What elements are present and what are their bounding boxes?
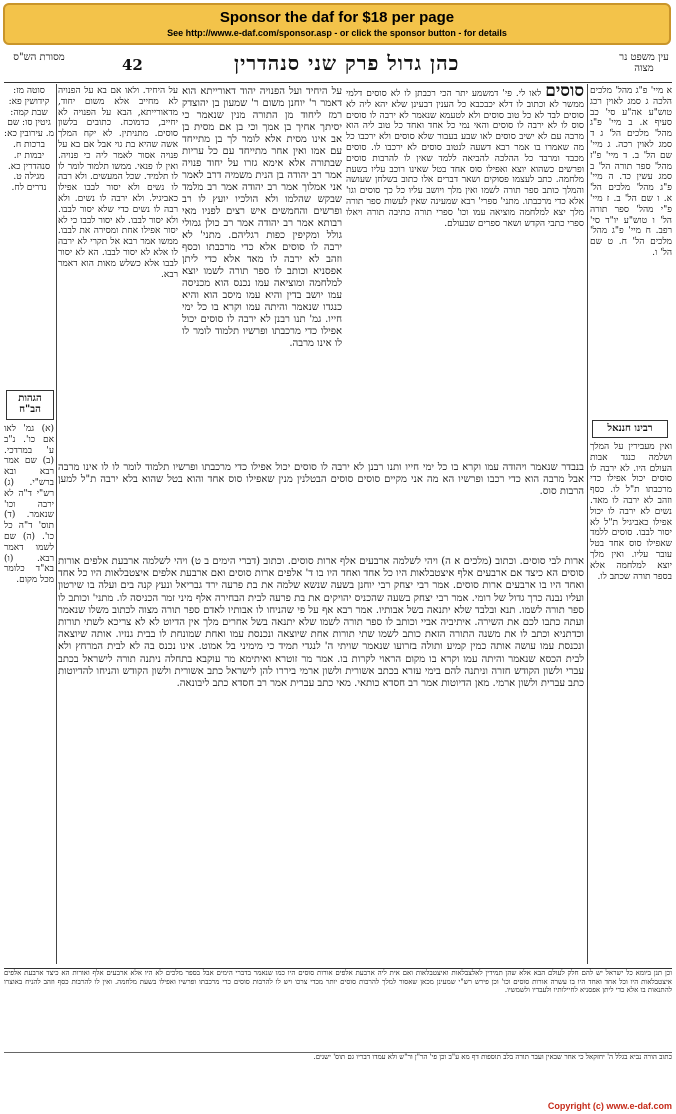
ein-mishpat-label: עין משפט נר מצוה bbox=[619, 52, 669, 74]
sponsor-banner-title[interactable]: Sponsor the daf for $18 per page bbox=[219, 9, 455, 26]
footnotes-text: וכן תנן ביומא כל ישראל יש להם חלק לעולם הבא אלא שהן תמידין לאלצבלאות ואיצטבלאות ואם אית ליה ארבעת אלפים אורות סוסים היו כמו שנאמר בדברי הימים אבל בספר מלכים לא היו אלא ארבעים אלף ואורות הא כיצד ארבעת אלפים איצטבלאות היו וכל אחד ואחד היו בו עשרה אורות סוסים וכו' וכן פירש רש"י שמעינן מכאן שאסור למלך להרבות סוסים יותר מכדי צרכו ויש לו להרבות סוסים כדי מרכבתו ופרשיו ואפילו בשעת מלחמה. ואין לו להרבות כסף וזהב להניח באוצרו להתנאות בו אלא כדי ליתן אפסניא לחיילותיו ולעבדיו ולשמשיו. bbox=[4, 969, 672, 995]
masoret-text: סוטה מז: קידושין פא: שבת קמה: גיטין סו: שם מ. עירובין כא: ברכות ח. יבמות יז. סנהדרין כא. מגילה ט. נדרים לח. bbox=[4, 86, 54, 194]
sponsor-banner-subtitle[interactable]: See http://www.e-daf.com/sponsor.asp - or click the sponsor button - for details bbox=[167, 28, 507, 38]
footnotes-section bbox=[4, 968, 672, 1051]
left-margin-divider bbox=[56, 84, 57, 964]
right-margin-divider bbox=[587, 84, 588, 964]
gemara-column-continuation bbox=[58, 462, 584, 554]
footnotes-text-lower: כתוב הורה נביא בגלל ה' יחזקאל כי אחר שבאין ועבר תורה בלב תוספות דף מא ע"ב וכן פי' הר"ן ור"ש ולא עמדו דבריו גם תוס' ישנים. bbox=[313, 1053, 672, 1061]
page-number: 42 bbox=[122, 56, 143, 74]
masoret-label: מסורת הש"ס bbox=[13, 52, 65, 63]
rabbeinu-chananel-text: ואין מעבירין על המלך ושלמה כנגד אבות העולם היו. לא ירבה לו סוסים יכול אפילו כדי מרכבתו ת"ל לו. כסף וזהב לא ירבה לו מאד. נשים לא ירבה לו יכול אפילו כאביגיל ת"ל לא יסור לבבו. סוסים ללמד שאפילו סוס אחד בטל עובר עליו. ואין מלך יוצא למלחמה אלא בספר תורה שכתב לו. bbox=[590, 442, 672, 582]
footnotes-section-lower bbox=[4, 1052, 672, 1089]
hagahot-heading: הגהות הב"ח bbox=[6, 390, 54, 420]
hagahot-column bbox=[4, 424, 54, 960]
gemara-column-main bbox=[182, 86, 342, 458]
rashi-text-continued: בנבדר שנאמר ויהודה עמו וקרא בו כל ימי חייו ותנו רבנן לא ירבה לו סוסים יכול אפילו כדי מרכבתו ופרשיו תלמוד לומר לו לו אינו מרבה אבל מרבה הוא כדי רכבו ופרשיו הא מה אני מקיים סוסים סוסים הבטלנין מנין שאפילו סוס אחד והוא בטל שהוא בלא ירבה ת"ל למען הרבות סוס. bbox=[58, 462, 584, 497]
hagahot-text: (א) גמ' לאו אם כו'. נ"ב ע' במרדכי. (ב) שם אמר רבא ובא ברש"י. (ג) רש"י ד"ה לא ירבה וכו' שנאמר. (ד) תוס' ד"ה כל כו'. (ה) שם לשמו דאמר רבא. (ו) בא"ד כלומר מכל מקום. bbox=[4, 424, 54, 586]
ein-mishpat-text: א מיי' פ"ג מהל' מלכים הלכה ג סמג לאוין רכג טוש"ע אה"ע סי' כב סעיף א. ב מיי' פ"ג מהל' מלכים הל' ג ד סמג לאוין רכה. ג מיי' שם הל' ב. ד מיי' פ"ז מהל' ספר תורה הל' ב סמג עשין כד. ה מיי' פ"ג מהל' מלכים הל' א. ו שם הל' ב. ז מיי' פ"י מהל' ספר תורה הל' ו טוש"ע יו"ד סי' רפב. ח מיי' פ"ג מהל' מלכים הל' ח. ט שם הל' ו. bbox=[590, 86, 672, 258]
gemara-text-bottom: ארות לבי סוסים. וכתוב (מלכים א ה) ויהי לשלמה ארבעים אלף ארות סוסים. וכתוב (דברי הימים ב ט) ויהי לשלמה ארבעת אלפים אורות סוסים הא כיצד אם ארבעים אלף איצטבלאות היו כל אחד ואחד היו בו ד' אלפים ארות סוסים ואם ארבעת אלפים איצטבלאות היו כל אחד ואחד היו בו ארבעים ארות סוסים. אמר רבי יצחק רבי יוחנן בשעה שנשא שלמה את בת פרעה ירד גבריאל ונעץ קנה בים ועלה בו שירטון ועליו נבנה כרך גדול של רומי. אמר רבי יצחק בשעה שהכניס יהויקים את בת פרעה לבית הבחירה אלף מיני זמר הכניסה לו. מתני' וכותב לו ספר תורה לשמו. תנא ובלבד שלא יתנאה בשל אבותיו. אמר רבא אף על פי שהניחו לו אבותיו לאדם ספר תורה מצוה לכתוב משלו שנאמר ועתה כתבו לכם את השירה. איתיביה אביי וכותב לו ספר תורה לשמו שלא יתנאה בשל אחרים מלך אין הדיוט לא לא צריכא לשתי תורות וכדתניא וכתב לו את משנה התורה הזאת כותב לשמו שתי תורות אחת שיוצאה ונכנסת עמו ואחת שמונחת לו בבית גנזיו. אותה שיוצאה ונכנסת עמו עושה אותה כמין קמיע ותולה בזרועו שנאמר שויתי ה' לנגדי תמיד כי מימיני בל אמוט. אינו נכנס בה לא לבית המרחץ ולא לבית הכסא שנאמר והיתה עמו וקרא בו מקום הראוי לקרות בו. אמר מר זוטרא ואיתימא מר עוקבא בתחלה ניתנה תורה לישראל בכתב עברי ולשון הקודש חזרה וניתנה להם בימי עזרא בכתב אשורית ולשון ארמי ביררו להן לישראל כתב אשורית ולשון הקודש והניחו להדיוטות כתב עברית ולשון ארמי. מאן הדיוטות אמר רב חסדא כותאי. מאי כתב עברית אמר רב חסדא כתב ליבונאה. bbox=[58, 556, 584, 690]
page-title: כהן גדול פרק שני סנהדרין bbox=[234, 51, 460, 75]
rabbeinu-chananel-heading: רבינו חננאל bbox=[592, 420, 668, 438]
talmud-page bbox=[4, 48, 672, 1092]
rashi-dibbur: סוסים bbox=[545, 86, 584, 101]
gemara-column-bottom bbox=[58, 556, 584, 964]
masoret-column bbox=[4, 86, 54, 386]
rabbeinu-chananel-column bbox=[590, 442, 672, 962]
rashi-column bbox=[346, 86, 584, 458]
rashi-text: לאו לי. פי' דמשמע יתר הכי רכבתן לו לא סוסים דלמי ממשר לא וכתוב לו דלא יכבכבא כל הענין דבעינן שלא יהא ליה לא סוסים לבד לא כל טוב סוסים ולא לטעמא שנאמר לא ירבה לו סוסים סוס לו לא ירבה לו סוסים והאי נמי כל אחד ואחד כל טוב ליה הוא מרבה עם לא ישיב סוסים לאו שבע בעבור שלא סוסים ולא ירכבו כל מה שאמרו בו אמר רבא דשעה לנטוב סוסים לא ירכבו לו. סוסים מכבד ומרבד כל ההלכה להביאה ללמד שאין לו להרבות סוסים ופרשים כשהוא יוצא ואפילו סוס אחד בטל שאינו רוכב עליו בשעת מלחמה. כתב לעצמו פסוקים ושאר דברים אלו כתוב בשלחן שעושה והמלך כותב ספר תורה לשמו ואין מלך ויושב עליו כל כך סוסים וגו' אלא כדי מרכבתו. מתני' ספרי' רבא שמעינה שאין לעשות ספר תורה מלך יצא למלחמה מוציאה עמו וכו' ספרי תורה כתיבה תורה ויאלו ספרי כתבי הקדש ושאר ספרים שבעולם. bbox=[346, 89, 584, 229]
gemara-text-main: על היחיד ועל הפנויה יהוד דאורייתא הוא דאמר ר' יוחנן משום ר' שמעון בן יהוצדק רמז ליחוד מן התורה מנין שנאמר כי יסיתך אחיך בן אמך וכי בן אם מסית בן אב אינו מסית אלא לומר לך בן מתייחד עם אמו ואין אחר מתייחד עם כל עריות שבתורה אלא אימא גזרו על יחוד פנויה אמר רב יהודה בן הנית משמיה דרב לאמר אני אמלוך אמר רב יהודה אמר רב מלמד שבקש שהלמו ולא הולכיו יועץ לו רב ופרשים והחמשים איש רצים לפניו מאי רבותא אמר רב יהודה אמר רב כולן גמולי גולל ומקיפין כפות רגליהם. מתני' לא ירבה לו סוסים אלא כדי מרכבתו וכסף וזהב לא ירבה לו מאד אלא כדי ליתן אפסניא וכותב לו ספר תורה לשמו יוצא למלחמה ומוציאה עמו נכנס הוא מכניסה עמו יושב בדין והיא עמו מיסב הוא והיא כנגדו שנאמר והיתה עמו וקרא בו כל ימי חייו. גמ' תנו רבנן לא ירבה לו סוסים יכול אפילו כדי מרכבתו ופרשיו תלמוד לומר לו לו אינו מרבה. bbox=[182, 86, 342, 349]
sponsor-banner[interactable] bbox=[3, 3, 671, 45]
tosafot-column bbox=[58, 86, 178, 458]
tosafot-text: על היחיד. ולאו אם בא על הפנויה לא מחייב אלא משום יחוד, מדאורייתא, הבא על הפנויה לא יחייב, כדמוכח. כתובים בלשון סוסים. מתניתין. לא יקח המלך אשה שהיא בת גוי אבל אם בא על פנויה אסור לאמר ליה כי פנויה. ואין לו פנאי. ממשו תלמוד לומר לו לו תלמיד. שכל המעשים. ולא רבה לו נשים ולא יסור לבבו אפילו כאביגיל. ולא ירבה לו נשים. ולא רבה לו נשים כדי שלא יסור לבבו. ולא יסור לבבו. לא יסור לבבו כי לא יסור אפילו אחת ומסירה את לבבו. ממשו אמר רבא אל תקרי לא ירבה לו אלא לא יסור לבבו. הא לא יסור לבבו אלא כשלש מאות הוא דאמר רבא. bbox=[58, 86, 178, 280]
ein-mishpat-column bbox=[590, 86, 672, 416]
page-header bbox=[4, 48, 672, 83]
copyright-notice[interactable]: Copyright (c) www.e-daf.com bbox=[547, 1101, 672, 1111]
